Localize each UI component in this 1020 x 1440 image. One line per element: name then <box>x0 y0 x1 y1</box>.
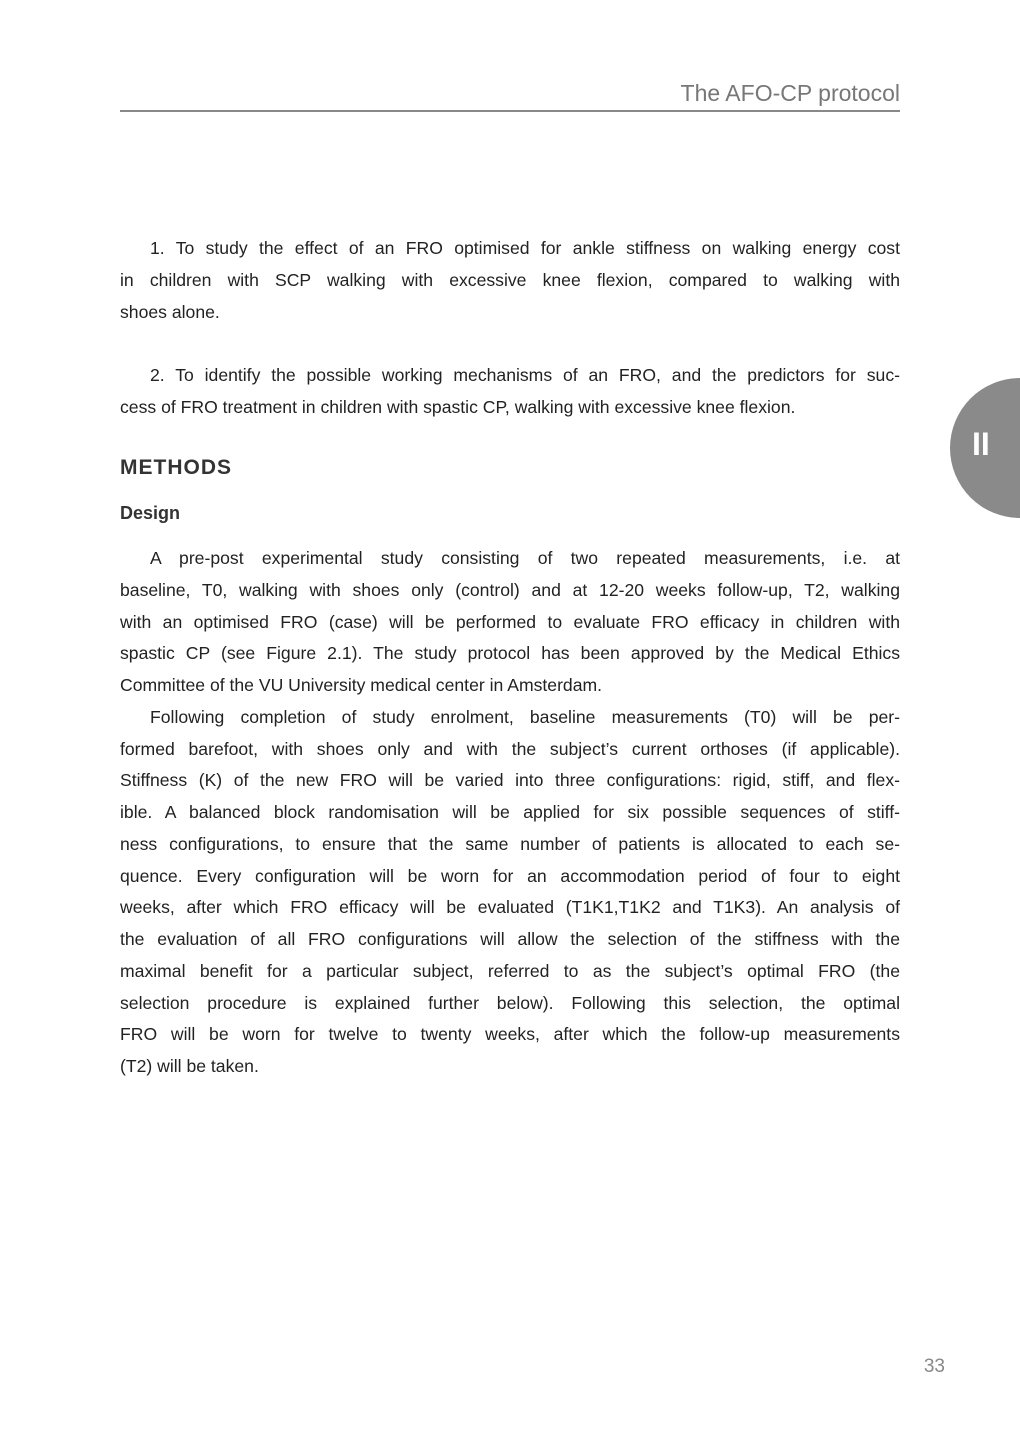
text-line: spastic CP (see Figure 2.1). The study protocol has been approved by the Medical Ethics <box>120 643 900 664</box>
text-line: A pre-post experimental study consisting of two repeated measurements, i.e. at <box>150 548 900 568</box>
text-line: selection procedure is explained further below). Following this selection, the optimal <box>120 992 900 1013</box>
text-line: weeks, after which FRO efficacy will be evaluated (T1K1,T1K2 and T1K3). An analysis of <box>120 897 900 918</box>
running-head: The AFO-CP protocol <box>680 80 900 106</box>
text-line: quence. Every configuration will be worn for an accommodation period of four to eight <box>120 865 900 886</box>
text-line: cess of FRO treatment in children with spastic CP, walking with excessive knee flexion. <box>120 396 796 417</box>
header-rule <box>120 110 900 112</box>
chapter-tab-label: II <box>972 426 990 462</box>
text-line: maximal benefit for a particular subject, referred to as the subject’s optimal FRO (the <box>120 960 900 981</box>
design-paragraph-1 <box>120 543 900 702</box>
text-line: Stiffness (K) of the new FRO will be varied into three configurations: rigid, stiff, and flex- <box>120 770 900 791</box>
text-line: with an optimised FRO (case) will be performed to evaluate FRO efficacy in children with <box>120 611 900 632</box>
text-line: ness configurations, to ensure that the same number of patients is allocated to each se- <box>120 833 900 854</box>
text-line: the evaluation of all FRO configurations will allow the selection of the stiffness with the <box>120 929 900 949</box>
text-line: formed barefoot, with shoes only and with the subject’s current orthoses (if applicable). <box>120 738 900 759</box>
text-line: baseline, T0, walking with shoes only (control) and at 12-20 weeks follow-up, T2, walking <box>120 579 900 600</box>
text-line: FRO will be worn for twelve to twenty weeks, after which the follow-up measurements <box>120 1024 900 1045</box>
text-line: ible. A balanced block randomisation will be applied for six possible sequences of stiff- <box>120 802 900 822</box>
text-line: 2. To identify the possible working mechanisms of an FRO, and the predictors for suc- <box>150 365 900 385</box>
text-line: 1. To study the effect of an FRO optimised for ankle stiffness on walking energy cost <box>150 238 900 258</box>
text-line: Following completion of study enrolment, baseline measurements (T0) will be per- <box>150 706 900 727</box>
chapter-tab <box>950 378 1020 518</box>
subsection-heading: Design <box>120 503 181 523</box>
design-paragraph-2 <box>120 702 900 1083</box>
page-number: 33 <box>923 1356 945 1377</box>
text-line: in children with SCP walking with excessive knee flexion, compared to walking with <box>120 269 900 290</box>
section-heading: METHODS <box>120 456 232 479</box>
aim-1 <box>120 233 900 328</box>
text-line: shoes alone. <box>120 301 220 322</box>
text-line: (T2) will be taken. <box>120 1056 259 1076</box>
aim-2 <box>120 360 900 424</box>
text-line: Committee of the VU University medical center in Amsterdam. <box>120 675 603 695</box>
